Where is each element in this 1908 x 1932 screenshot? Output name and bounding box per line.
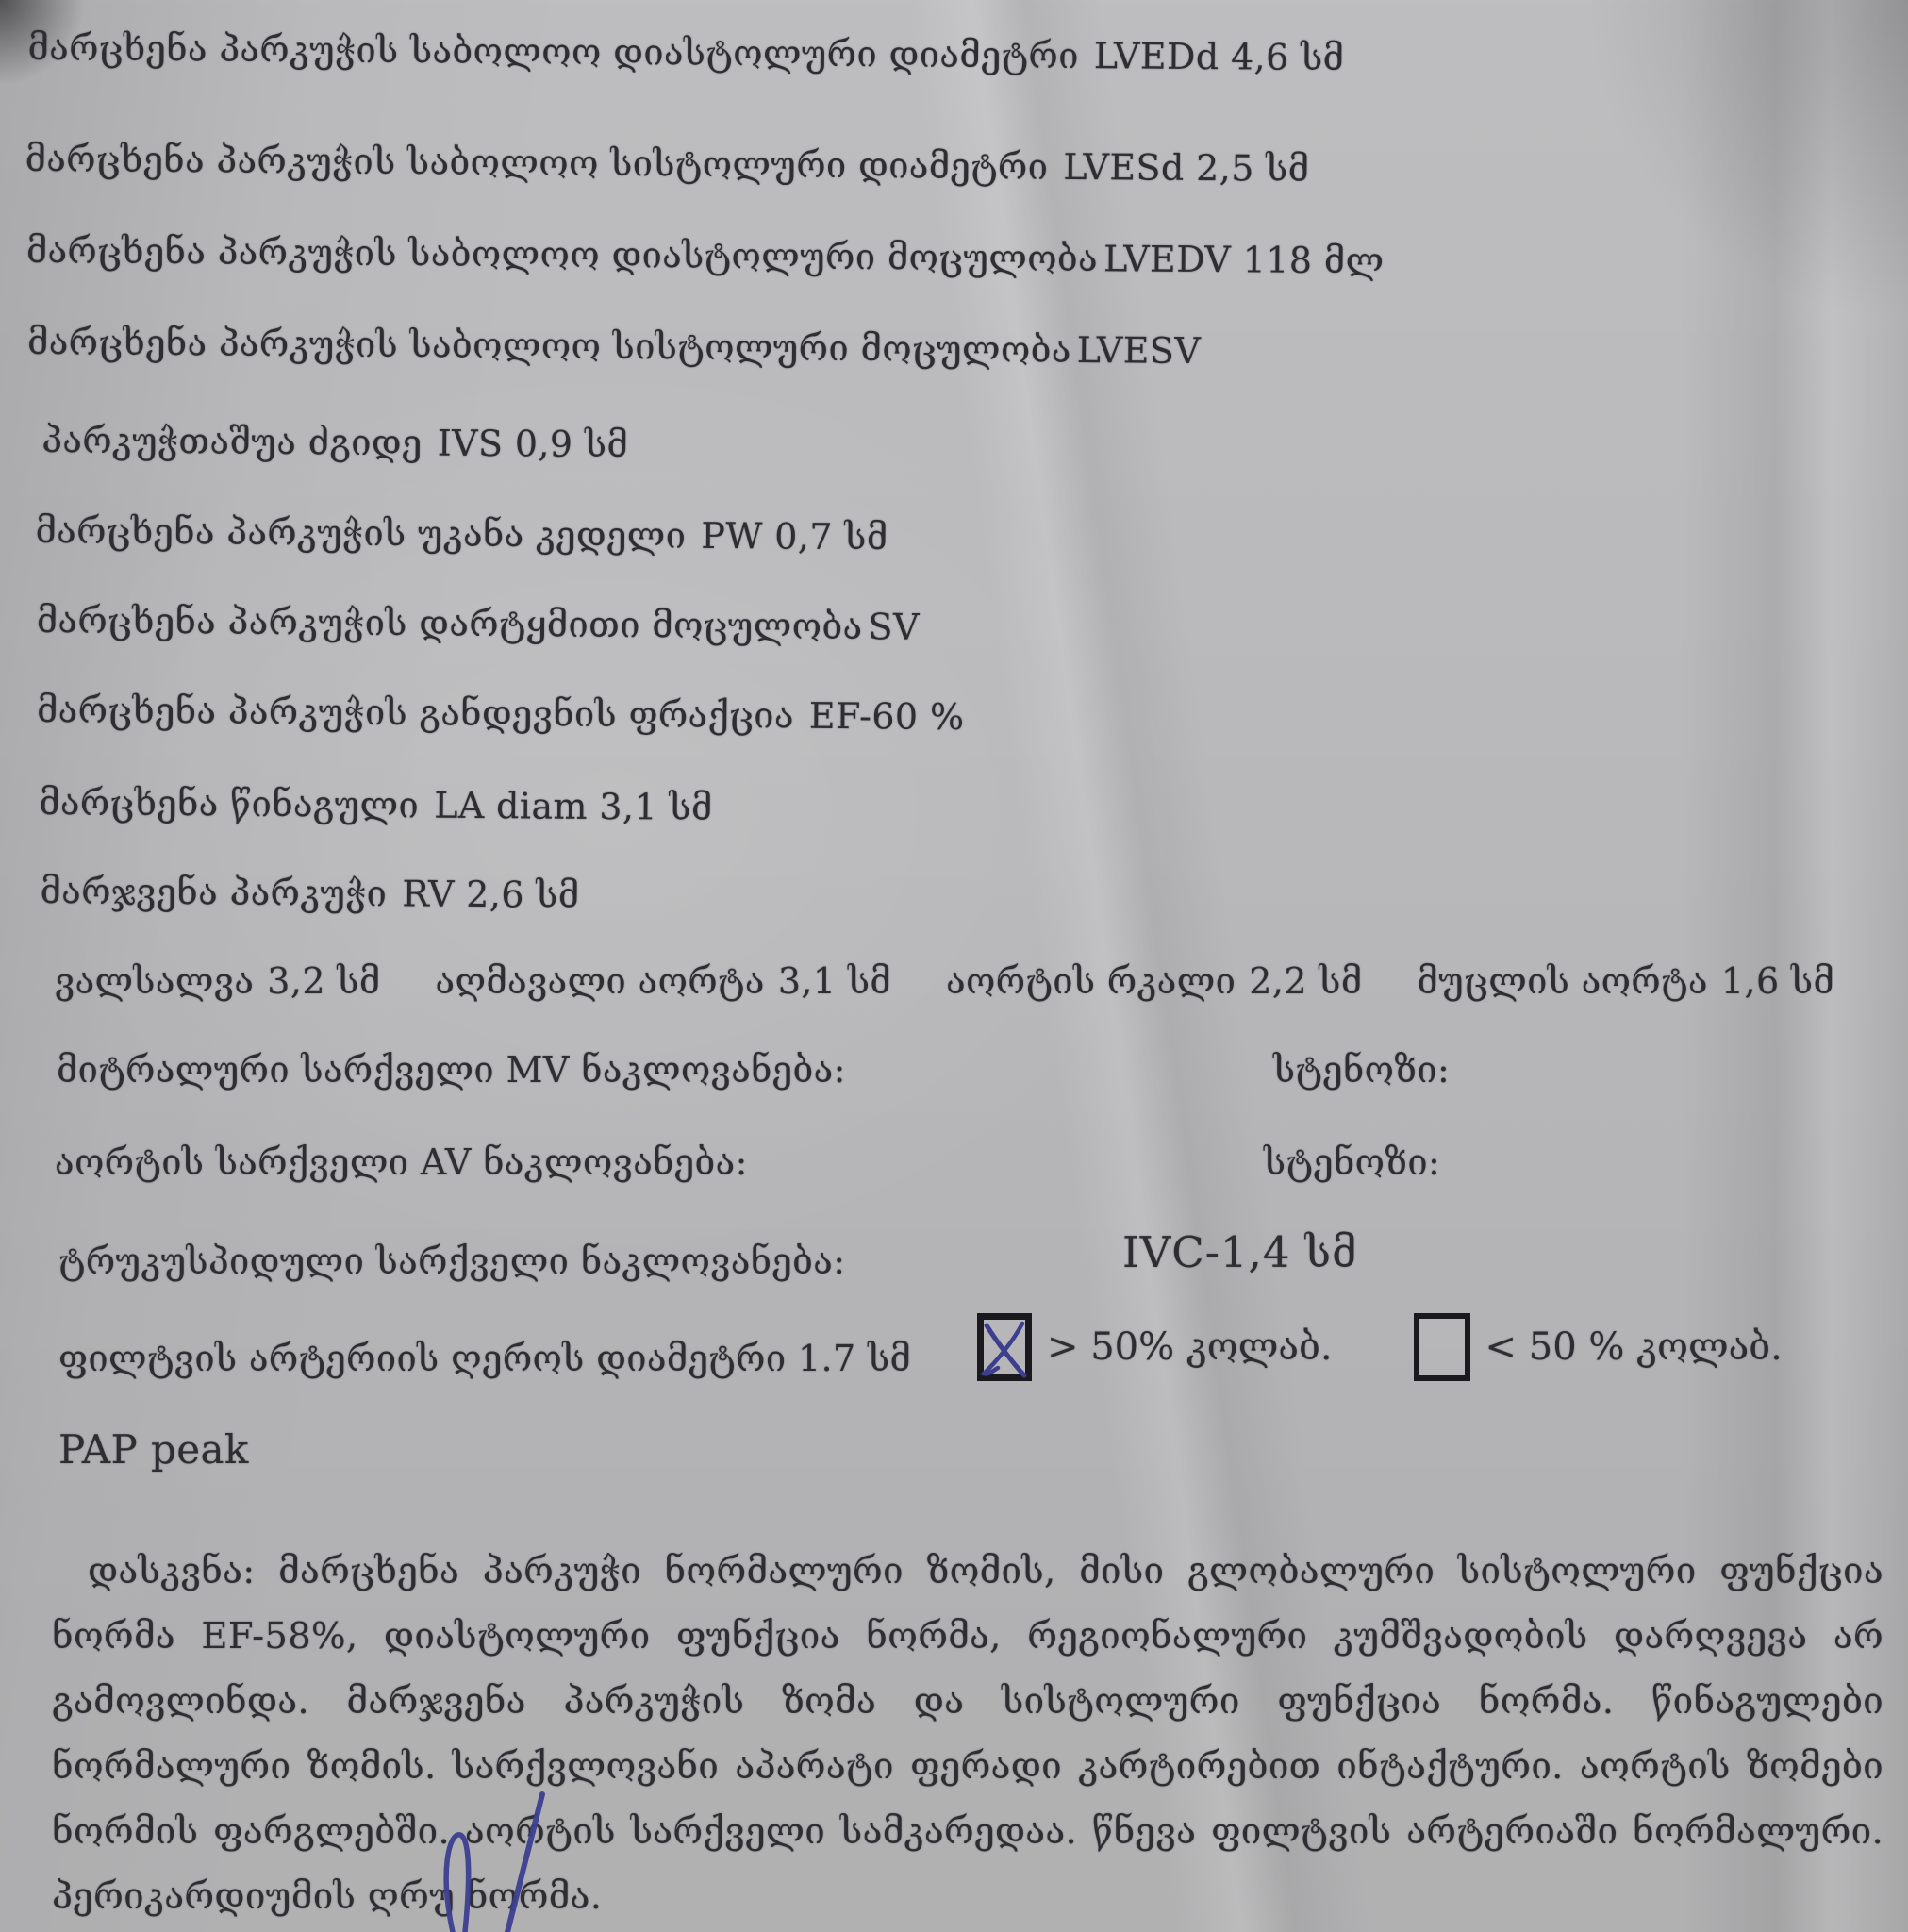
aorta-value: 3,1 სმ (777, 960, 892, 1002)
tricuspid-valve-label: ტრუკუსპიდული სარქველი ნაკლოვანება: (58, 1241, 846, 1282)
measurement-label: მარცხენა პარკუჭის საბოლოო დიასტოლური მოცულობა (25, 229, 1099, 280)
measurement-label: მარცხენა წინაგული (39, 781, 420, 826)
measurement-row (27, 321, 1201, 372)
measurement-value: EF-60 % (808, 694, 965, 739)
mitral-valve-label: მიტრალური სარქველი MV ნაკლოვანება: (57, 1049, 846, 1091)
pulmonary-artery-label: ფილტვის არტერიის ღეროს დიამეტრი 1.7 სმ (58, 1338, 912, 1379)
measurement-row (41, 419, 628, 465)
measurement-value: IVS 0,9 სმ (437, 422, 629, 466)
measurement-row (40, 870, 579, 915)
aortic-stenosis-label: სტენოზი: (1264, 1141, 1441, 1183)
mitral-stenosis-label: სტენოზი: (1273, 1049, 1451, 1091)
measurement-label: მარცხენა პარკუჭის უკანა კედელი (35, 509, 687, 557)
measurement-label: მარცხენა პარკუჭის საბოლოო სისტოლური მოცულობა (26, 321, 1071, 371)
measurement-value: PW 0,7 სმ (701, 514, 888, 558)
over-50-checkbox[interactable] (977, 1313, 1032, 1381)
measurement-value: LA diam 3,1 სმ (434, 784, 713, 828)
mitral-valve-row (57, 1049, 1849, 1091)
measurement-value: SV (868, 606, 920, 648)
aorta-value: 3,2 სმ (267, 960, 381, 1002)
aorta-label: აორტის რკალი (946, 960, 1236, 1002)
aorta-item (55, 960, 381, 1002)
signature-ink (347, 1790, 592, 1932)
over-50-label: > 50% კოლაბ. (1047, 1325, 1333, 1369)
aorta-label: მუცლის აორტა (1417, 960, 1708, 1002)
measurement-row (26, 229, 1385, 281)
aortic-valve-row (55, 1141, 1847, 1183)
measurement-row (39, 781, 713, 828)
aorta-label: ვალსალვა (55, 960, 255, 1002)
conclusion-paragraph (52, 1539, 1883, 1929)
tricuspid-valve-row (58, 1227, 1850, 1282)
measurement-row (37, 689, 965, 738)
measurement-label: მარჯვენა პარკუჭი (40, 870, 388, 915)
measurement-label: მარცხენა პარკუჭის საბოლოო დიასტოლური დიამეტრი (27, 26, 1080, 76)
aorta-item (436, 960, 892, 1002)
conclusion-heading: დასკვნა: (88, 1549, 256, 1592)
aorta-value: 2,2 სმ (1249, 960, 1363, 1002)
measurement-row (35, 509, 888, 558)
collapse-checkbox-group (977, 1313, 1783, 1381)
measurement-label: მარცხენა პარკუჭის საბოლოო სისტოლური დიამეტრი (25, 138, 1049, 188)
measurement-label: პარკუჭთაშუა ძგიდე (41, 419, 423, 464)
aortic-valve-label: აორტის სარქველი AV ნაკლოვანება: (55, 1141, 748, 1183)
measurement-value: RV 2,6 სმ (402, 873, 580, 916)
measurement-row (27, 26, 1344, 78)
ivc-value: IVC-1,4 სმ (1122, 1227, 1358, 1277)
aorta-measurements-row (55, 960, 1889, 1002)
measurement-row (25, 138, 1310, 190)
measurement-value: LVEDV 118 მლ (1103, 238, 1385, 282)
aorta-item (1418, 960, 1835, 1002)
aorta-item (946, 960, 1362, 1002)
aorta-value: 1,6 სმ (1720, 960, 1835, 1002)
conclusion-text: მარცხენა პარკუჭი ნორმალური ზომის, მისი გლობალური სისტოლური ფუნქცია ნორმა EF-58%, დიასტოლური ფუნქცია ნორმა, რეგიონალური კუმშვადობის დარღვევა არ გამოვლინდა. მარჯვენა პარკუჭის ზომა და სისტოლური ფუნქცია ნორმა. წინაგულები ნორმალური ზომის. სარქვლოვანი აპარატი ფერადი კარტირებით ინტაქტური. აორტის ზომები ნორმის ფარგლებში. აორტის სარქველი სამკარედაა. წნევა ფილტვის არტერიაში ნორმალური. პერიკარდიუმის ღრუ ნორმა. (52, 1549, 1883, 1918)
measurement-block (0, 0, 1908, 916)
measurement-value: LVESd 2,5 სმ (1063, 145, 1310, 190)
measurement-value: LVEDd 4,6 სმ (1093, 35, 1345, 79)
pap-peak-label: PAP peak (58, 1426, 249, 1473)
measurement-row (37, 599, 920, 647)
pulmonary-artery-row (58, 1338, 911, 1379)
measurement-label: მარცხენა პარკუჭის დარტყმითი მოცულობა (36, 599, 863, 648)
aorta-label: აღმავალი აორტა (435, 960, 765, 1002)
check-x-icon (975, 1313, 1034, 1381)
under-50-label: < 50 % კოლაბ. (1485, 1325, 1783, 1369)
under-50-checkbox[interactable] (1414, 1313, 1470, 1381)
measurement-label: მარცხენა პარკუჭის განდევნის ფრაქცია (36, 689, 795, 737)
measurement-value: LVESV (1076, 328, 1202, 373)
pap-peak-row (58, 1426, 249, 1473)
